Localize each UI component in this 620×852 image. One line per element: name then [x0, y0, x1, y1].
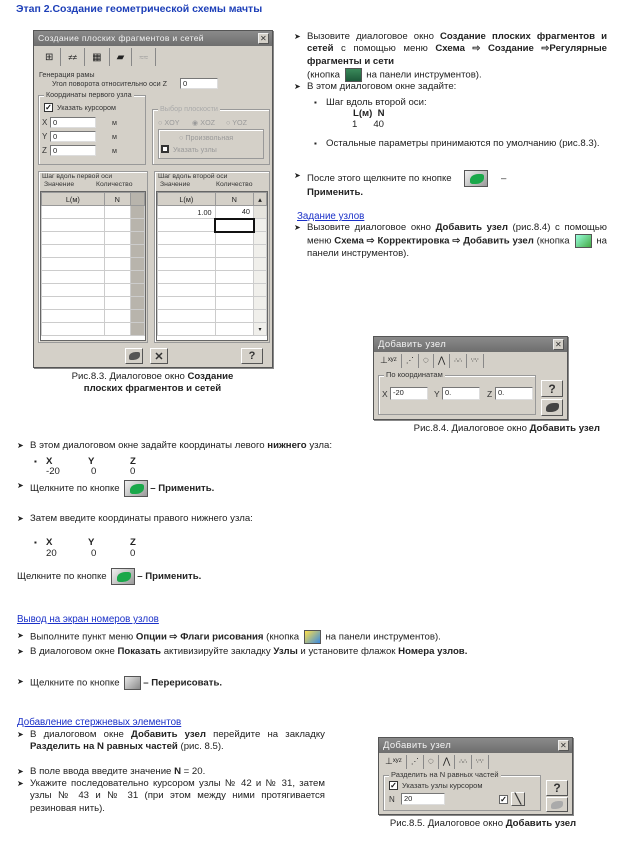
scroll-down-icon[interactable]: ▾: [254, 323, 267, 336]
tab-between[interactable]: [402, 354, 419, 368]
angle-input[interactable]: 0: [180, 78, 218, 89]
n-label: N: [389, 795, 395, 804]
dialog-titlebar: [379, 738, 572, 753]
between-nodes-icon: ⋰: [405, 356, 414, 365]
section-link-bars[interactable]: Добавление стержневых элементов: [17, 717, 182, 728]
instruction-flags: ➤ Выполните пункт меню Опции ⇨ Флаги рисования (кнопка на панели инструментов).: [30, 630, 610, 644]
instruction-apply-right: Щелкните по кнопке – Применить.: [17, 568, 417, 585]
instruction-show: ➤ В диалоговом окне Показать активизируйте закладку Узлы и установите флажок Номера узлов.: [30, 646, 608, 658]
add-node-icon: [575, 234, 592, 248]
active-cell[interactable]: [215, 219, 253, 232]
tab-circle[interactable]: [424, 755, 439, 769]
axis2-col-value: Значение: [160, 181, 191, 188]
plane-group-label: Выбор плоскости: [160, 104, 218, 113]
axis1-table[interactable]: [40, 191, 146, 341]
apply-icon: [464, 170, 488, 187]
tab-strip: [379, 753, 572, 770]
tab-divide[interactable]: [455, 755, 472, 769]
apply-button[interactable]: [125, 348, 143, 364]
instruction-left-node: ➤ В этом диалоговом окне задайте координаты левого нижнего узла:: [30, 440, 590, 452]
tab-step[interactable]: [472, 755, 489, 769]
specify-nodes-checkbox: [161, 145, 169, 153]
y-input[interactable]: 0: [50, 131, 96, 142]
create-fragments-dialog: [33, 30, 273, 368]
redraw-icon: [124, 676, 141, 690]
dialog-titlebar: [34, 31, 272, 46]
coords-group-label: По координатам: [386, 370, 443, 379]
axis1-col-count: Количество: [96, 181, 133, 188]
col-L: L(м): [42, 193, 105, 206]
apply-button-disabled: [546, 797, 568, 812]
tab-grid[interactable]: [85, 48, 109, 66]
arc-nodes-icon: ⋀: [437, 355, 446, 365]
axis2-col-count: Количество: [216, 181, 253, 188]
shell-icon: ≈≈: [139, 52, 149, 62]
help-button[interactable]: ?: [546, 780, 568, 796]
tab-plate[interactable]: [110, 48, 133, 66]
divide-group-label: Разделить на N равных частей: [391, 770, 499, 779]
y-unit: м: [112, 132, 117, 141]
tab-frame[interactable]: [38, 48, 61, 66]
divide-by-step-icon: ∵∵: [470, 358, 479, 364]
help-button[interactable]: ?: [541, 380, 563, 397]
z-input[interactable]: 0: [50, 145, 96, 156]
col-N: N: [215, 193, 253, 206]
step-second-axis: ▪ Шаг вдоль второй оси:: [326, 97, 606, 109]
specify-nodes-label: Указать узлы: [173, 145, 217, 154]
z-unit: м: [112, 146, 117, 155]
apply-button[interactable]: [541, 399, 563, 416]
col-N: N: [104, 193, 130, 206]
xyz-node-icon: ⊥ˣʸᶻ: [380, 355, 397, 365]
arc-nodes-icon: ⋀: [442, 756, 451, 766]
radio-arbitrary: ○ Произвольная: [179, 133, 234, 142]
instruction-redraw: ➤ Щелкните по кнопке – Перерисовать.: [30, 676, 430, 690]
tab-shell: [132, 48, 156, 66]
dialog-title: Создание плоских фрагментов и сетей: [38, 33, 204, 43]
close-icon[interactable]: ✕: [554, 340, 562, 349]
add-node-dialog: [373, 336, 568, 420]
x-input[interactable]: 0: [50, 117, 96, 128]
z-label: Z: [42, 146, 47, 155]
flags-icon: [304, 630, 321, 644]
tab-xyz[interactable]: [376, 354, 402, 368]
dialog-titlebar: [374, 337, 567, 352]
x-input[interactable]: -20: [390, 387, 428, 400]
instruction-enter-n: ➤ В поле ввода введите значение N = 20.: [30, 766, 325, 778]
apply-icon: [111, 568, 135, 585]
divide-n-icon: ∴∴: [459, 759, 467, 765]
cursor-checkbox-label: Указать курсором: [57, 103, 116, 112]
add-node-divide-dialog: [378, 737, 573, 815]
tab-circle[interactable]: [419, 354, 434, 368]
dialog-title: Добавить узел: [378, 339, 447, 350]
fig85-caption: Рис.8.5. Диалоговое окно Добавить узел: [389, 818, 577, 829]
divide-by-step-icon: ∵∵: [475, 759, 484, 765]
tab-truss[interactable]: [61, 48, 85, 66]
fig84-caption: Рис.8.4. Диалоговое окно Добавить узел: [413, 423, 600, 434]
cursor-checkbox[interactable]: ✓: [45, 103, 52, 112]
instruction-pick-nodes: ➤ Укажите последовательно курсором узлы № 42 и № 31, затем узлы № 43 и № 31 (при этом между ними протягивается резиновая нить).: [30, 778, 325, 815]
z-label: Z: [487, 389, 493, 399]
circle-nodes-icon: ◌: [427, 756, 434, 767]
apply-icon: [129, 352, 140, 360]
first-node-group-label: Координаты первого узла: [46, 90, 132, 99]
help-button[interactable]: ?: [241, 348, 263, 364]
dialog-title: Добавить узел: [383, 740, 452, 751]
apply-icon: [546, 403, 559, 412]
instruction-apply-left: ➤ Щелкните по кнопке – Применить.: [30, 480, 430, 497]
divide-n-icon: ∴∴: [454, 358, 462, 364]
angle-label: Угол поворота относительно оси Z: [52, 79, 167, 88]
xyz-node-icon: ⊥ˣʸᶻ: [385, 756, 402, 766]
instruction-apply: ➤ После этого щелкните по кнопке – Применить.: [307, 170, 607, 199]
axis1-col-value: Значение: [44, 181, 75, 188]
z-input[interactable]: 0.: [495, 387, 533, 400]
x-label: X: [42, 118, 48, 127]
section-link-node-numbers[interactable]: Вывод на экран номеров узлов: [17, 614, 159, 625]
apply-icon: [124, 480, 148, 497]
tab-divide[interactable]: [450, 354, 467, 368]
x-label: X: [382, 389, 388, 399]
page-heading: Этап 2.Создание геометрической схемы мачты: [16, 3, 263, 15]
scroll-up-icon[interactable]: ▴: [254, 193, 267, 206]
step-values: 1 40: [352, 119, 384, 130]
pick-nodes-label: Указать узлы курсором: [402, 781, 483, 790]
col-L: L(м): [158, 193, 216, 206]
radio-yoz: ○ YOZ: [226, 118, 247, 127]
x-unit: м: [112, 118, 117, 127]
between-nodes-icon: ⋰: [410, 757, 419, 766]
grid-icon: ▦: [92, 51, 102, 63]
section-link-nodes[interactable]: Задание узлов: [297, 211, 365, 222]
instruction-right-node: ➤ Затем введите координаты правого нижнего узла:: [30, 513, 590, 525]
y-input[interactable]: 0.: [442, 387, 480, 400]
close-icon[interactable]: ✕: [259, 34, 267, 43]
tab-between[interactable]: [407, 755, 424, 769]
y-label: Y: [434, 389, 440, 399]
axis2-title: Шаг вдоль второй оси: [158, 173, 228, 180]
pick-nodes-checkbox[interactable]: ✓: [390, 781, 397, 790]
tab-arc[interactable]: [439, 755, 455, 769]
frame-icon: ⊞: [45, 51, 54, 63]
instruction-set: ➤ В этом диалоговом окне задайте:: [307, 81, 607, 93]
axis2-table[interactable]: [156, 191, 268, 341]
truss-icon: ≠≠: [68, 52, 78, 62]
instruction-divide-tab: ➤ В диалоговом окне Добавить узел перейдите на закладку Разделить на N равных частей (рис. 8.5).: [30, 729, 325, 754]
n-input[interactable]: 20: [401, 793, 445, 805]
apply-icon: [551, 801, 563, 809]
instruction-add-node: ➤ Вызовите диалоговое окно Добавить узел (рис.8.4) с помощью меню Схема ⇨ Корректировка ⇨ Добавить узел (кнопка на панели инструментов).: [307, 222, 607, 261]
tab-strip: [374, 352, 567, 369]
frame-gen-label: Генерация рамы: [39, 70, 95, 79]
cancel-button[interactable]: ✕: [150, 348, 168, 364]
circle-nodes-icon: ◌: [422, 355, 429, 366]
small-checkbox[interactable]: ✓: [500, 795, 507, 804]
toolbar-hint: (кнопка на панели инструментов).: [307, 69, 482, 81]
step-header: L(м) N: [353, 108, 385, 119]
tab-arc[interactable]: [434, 354, 450, 368]
y-label: Y: [42, 132, 48, 141]
instruction-open-dialog: ➤ Вызовите диалоговое окно Создание плоских фрагментов и сетей с помощью меню Схема ⇨ Создание ⇨Регулярные фрагменты и сети: [307, 31, 607, 68]
tab-step[interactable]: [467, 354, 484, 368]
radio-xoy: ○ XOY: [158, 118, 180, 127]
line-tool-button[interactable]: [511, 792, 525, 806]
radio-xoz: ◉ XOZ: [192, 118, 216, 127]
tab-strip: [34, 46, 272, 68]
other-params: ▪ Остальные параметры принимаются по умолчанию (рис.8.3).: [326, 138, 608, 150]
regular-fragments-icon: [345, 68, 362, 82]
close-icon[interactable]: ✕: [559, 741, 567, 750]
line-icon: ╲: [514, 793, 522, 805]
axis1-title: Шаг вдоль первой оси: [42, 173, 113, 180]
table-row[interactable]: 1.00 40: [158, 206, 267, 219]
plate-icon: ▰: [116, 51, 125, 63]
tab-xyz[interactable]: [381, 755, 407, 769]
fig83-caption: Рис.8.3. Диалоговое окно Создание плоских фрагментов и сетей: [71, 371, 234, 394]
